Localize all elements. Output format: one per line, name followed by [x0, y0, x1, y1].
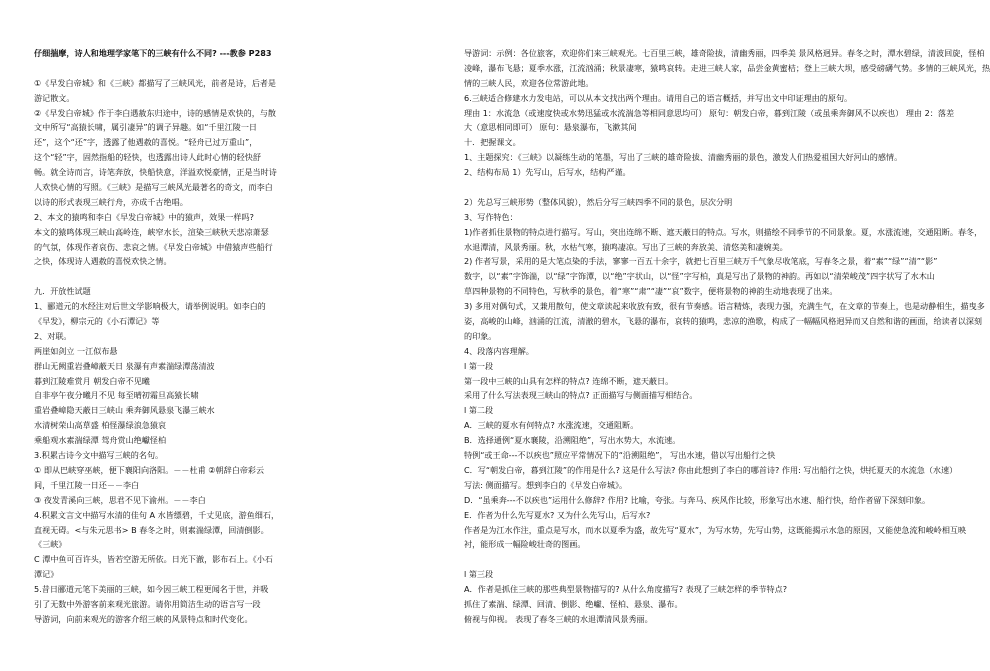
text-line: 九．开放性试题: [34, 286, 91, 297]
text-line: C．写“朝发白帝，暮到江陵”的作用是什么? 这是什么写法? 你由此想到了李白的哪首诗? 作用: 写出船行之快，烘托夏天的水流急（水速）: [464, 464, 958, 475]
text-line: 《早发》，柳宗元的《小石潭记》等: [34, 316, 160, 327]
text-line: 暮到江陵难赏月 朝发白帝不见曦: [34, 375, 150, 386]
text-line: 自非亭午夜分曦月不见 每至晴初霜旦高猿长啸: [34, 390, 199, 401]
text-line: 作者是为江水作注，重点是写水，而水以夏季为盛，故先写“夏水”，为写水势，先写山势，这既能揭示水急的原因，又能使急流和峻岭相互映: [464, 524, 967, 535]
text-line: A．作者是抓住三峡的那些典型景物描写的? 从什么角度描写? 表现了三峡怎样的季节特点?: [464, 584, 788, 595]
text-line: D．“虽乘奔---不以疾也”运用什么修辞? 作用? 比喻，夸张。与奔马、疾风作比较，形象写出水速、船行快，给作者留下深刻印象。: [464, 494, 931, 505]
text-line: 凌峰，瀑布飞悬；夏季水涨，江流汹涌；秋景凄寒，猿鸣哀转。走进三峡人家，品尝金黄蜜桔；登上三峡大坝，感受磅礴气势。多情的三峡风光，热: [464, 62, 990, 73]
text-line: A．三峡的夏水有何特点? 水涨流速，交通阻断。: [464, 420, 639, 431]
text-line: 3) 多用对偶句式，又兼用散句，使文章读起来收放有致，很有节奏感。语言精炼，表现力强，充满生气，在文章的节奏上，也是动静相生，描曳多: [464, 301, 985, 312]
right-text-column: [464, 46, 990, 627]
text-line: 衬，能形成一幅险峻壮奇的图画。: [464, 539, 586, 550]
text-line: 2、结构布局 1）先写山，后写水，结构严谨。: [464, 167, 631, 178]
blank-line: [34, 61, 452, 76]
text-line: l 第一段: [464, 360, 494, 371]
text-line: 间，千里江陵一日还－－李白: [34, 479, 140, 490]
text-line: 群山无阙重岩叠嶂蔽天日 泉瀑有声素湍绿潭荡清波: [34, 360, 215, 371]
text-line: 引了无数中外游客前来观光旅游。请你用简洁生动的语言写一段: [34, 598, 261, 609]
text-line: 1、主题探究：《三峡》以凝练生动的笔墨，写出了三峡的雄奇险拔、清幽秀丽的景色，激发人们热爱祖国大好河山的感情。: [464, 152, 903, 163]
text-line: 潭记》: [34, 569, 59, 580]
text-line: 还”，这个“还”字，透露了他遇赦的喜悦。“轻舟已过万重山”，: [34, 137, 258, 148]
text-line: 数字，以“素”字饰湍，以“绿”字饰潭，以“绝”字状山，以“怪”字写柏，真是写出了景物的神韵。再如以“清荣峻茂”四字状写了水木山: [464, 271, 935, 282]
text-line: 导游词，向前来观光的游客介绍三峡的风景特点和时代变化。: [34, 613, 253, 624]
text-line: 水清树荣山高草盛 柏怪瀑绿浪急猿哀: [34, 420, 167, 431]
text-line: 这个“轻”字，固然指船的轻快，也透露出诗人此时心情的轻快舒: [34, 152, 261, 163]
text-line: 情的三峡人民，欢迎各位常游此地。: [464, 77, 594, 88]
text-line: 抓住了素湍、绿潭、回清、倒影、绝巘、怪柏、悬泉、瀑布。: [464, 598, 683, 609]
text-line: ① 即从巴峡穿巫峡，便下襄阳向洛阳。－－杜甫 ②朝辞白帝彩云: [34, 464, 265, 475]
text-line: 大（意思相同即可） 原句：悬泉瀑布，飞漱其间: [464, 122, 637, 133]
text-line: 人欢快心情的写照。《三峡》是描写三峡风光最著名的奇文，而李白: [34, 182, 273, 193]
text-line: 理由 1：水流急（或速度快或水势迅猛或水流湍急等相同意思均可） 原句：朝发白帝，暮到江陵（或虽乘奔御风不以疾也） 理由 2：落差: [464, 107, 955, 118]
text-line: 水退潭清，风景秀丽。秋，水枯气寒，猿鸣凄凉。写出了三峡的奔放美、清悠美和凄婉美。: [464, 241, 788, 252]
text-line: 4.积累文言文中描写水清的佳句 A 水皆缥碧，千丈见底，游鱼细石，: [34, 509, 280, 520]
text-line: 写法: 侧面描写。想到李白的《早发白帝城》。: [464, 479, 628, 490]
text-line: 第一段中三峡的山具有怎样的特点? 连绵不断，遮天蔽日。: [464, 375, 674, 386]
text-line: 的气氛，体现作者哀伤、悲哀之情。《早发白帝城》中借猿声些船行: [34, 241, 273, 252]
text-line: 本文的猿鸣体现三峡山高岭连，峡窄水长，渲染三峡秋天悲凉萧瑟: [34, 226, 269, 237]
text-line: 直视无碍。<与朱元思书> B 春冬之时，则素湍绿潭，回清倒影。: [34, 524, 269, 535]
text-line: 游记散文。: [34, 92, 75, 103]
text-line: 6.三峡适合修建水力发电站，可以从本文找出两个理由。请用自己的语言概括，并写出文中印证理由的原句。: [464, 92, 853, 103]
text-line: 两崖如剑立 一江似布悬: [34, 345, 118, 356]
text-line: 的印象。: [464, 330, 497, 341]
text-line: 1、郦道元的水经注对后世文学影响极大，请举例说明。如李白的: [34, 301, 266, 312]
text-line: 文中所写“高猿长啸，属引凄异”的调子异趣。如“千里江陵一日: [34, 122, 258, 133]
text-line: 3、写作特色：: [464, 211, 518, 222]
text-line: 姿，高峻的山峰，汹涌的江流，清澈的碧水，飞悬的瀑布，哀转的猿鸣，悲凉的渔歌，构成了一幅幅风格迥异而又自然和谐的画面，给读者以深刻: [464, 316, 983, 327]
blank-line: [464, 552, 924, 567]
text-line: 之快，体现诗人遇赦的喜悦欢快之情。: [34, 256, 172, 267]
text-line: 3.积累古诗今文中描写三峡的名句。: [34, 450, 164, 461]
text-line: ③ 夜发青溪向三峡，思君不见下渝州。－－李白: [34, 494, 206, 505]
blank-line: [34, 269, 452, 284]
text-line: ①《早发白帝城》和《三峡》都描写了三峡风光，前者是诗，后者是: [34, 77, 276, 88]
text-line: 十．把握课文。: [464, 137, 521, 148]
text-line: 2、本文的猿鸣和李白《早发白帝城》中的猿声，效果一样吗?: [34, 211, 254, 222]
blank-line: [464, 180, 924, 195]
text-line: 乘船观水素湍绿潭 驾舟赏山绝巘怪柏: [34, 435, 167, 446]
text-line: 2）先总写三峡形势（整体风貌），然后分写三峡四季不同的景色，层次分明: [464, 196, 733, 207]
text-line: 采用了什么写法表现三峡山的特点? 正面描写与侧面描写相结合。: [464, 390, 698, 401]
text-line: 导游词：示例：各位旅客，欢迎你们来三峡观光。七百里三峡，雄奇险拔，清幽秀丽，四季美 景风格迥异。春冬之时，潭水碧绿，清波回旋，怪柏: [464, 48, 985, 58]
text-line: 2、对联。: [34, 330, 72, 341]
text-line: 1)作者抓住景物的特点进行描写。写山，突出连绵不断、遮天蔽日的特点。写水，则描绘不同季节的不同景象。夏，水涨流速，交通阻断。春冬，: [464, 226, 983, 237]
text-line: 俯视与仰视。 表现了春冬三峡的水退潭清风景秀丽。: [464, 613, 653, 624]
text-line: 仔细揣摩，诗人和地理学家笔下的三峡有什么不同? ---教参 P283: [34, 48, 272, 58]
text-line: 特例“或王命---不以疾也”照应平常情况下的“沿溯阻绝”， 写出水速，借以写出船行之快: [464, 450, 776, 461]
text-line: 草四种景物的不同特色，写秋季的景色，着“寒”“肃”“凄”“哀”数字，便将景物的神韵生动地表现了出来。: [464, 286, 838, 297]
text-line: 5.昔日郦道元笔下美丽的三峡，如今因三峡工程更闻名于世，并吸: [34, 584, 269, 595]
text-line: C 潭中鱼可百许头，皆若空游无所依。日光下澈，影布石上。《小石: [34, 554, 273, 565]
text-line: 以诗的形式表现三峡行舟，亦成千古绝唱。: [34, 196, 188, 207]
text-line: 畅。就全诗而言，诗笔奔放，快船快意，洋溢欢悦豪情，正是当时诗: [34, 167, 277, 178]
left-text-column: [34, 46, 452, 627]
text-line: 2) 作者写景，采用的是大笔点染的手法，寥寥一百五十余字，就把七百里三峡万千气象尽收笔底，写春冬之景，着“素”“绿”“清”“影”: [464, 256, 938, 267]
text-line: l 第三段: [464, 569, 494, 580]
text-line: 4、段落内容理解。: [464, 345, 534, 356]
text-line: E．作者为什么先写夏水? 又为什么先写山，后写水?: [464, 509, 651, 520]
text-line: 重岩叠嶂隐天蔽日三峡山 乘奔御风悬泉飞瀑三峡水: [34, 405, 215, 416]
text-line: l 第二段: [464, 405, 494, 416]
text-line: ②《早发白帝城》作于李白遇赦东归途中，诗的感情是欢快的，与散: [34, 107, 276, 118]
text-line: B．选择通例“夏水襄陵，沿溯阻绝”，写出水势大，水流速。: [464, 435, 681, 446]
text-line: 《三峡》: [34, 539, 67, 550]
